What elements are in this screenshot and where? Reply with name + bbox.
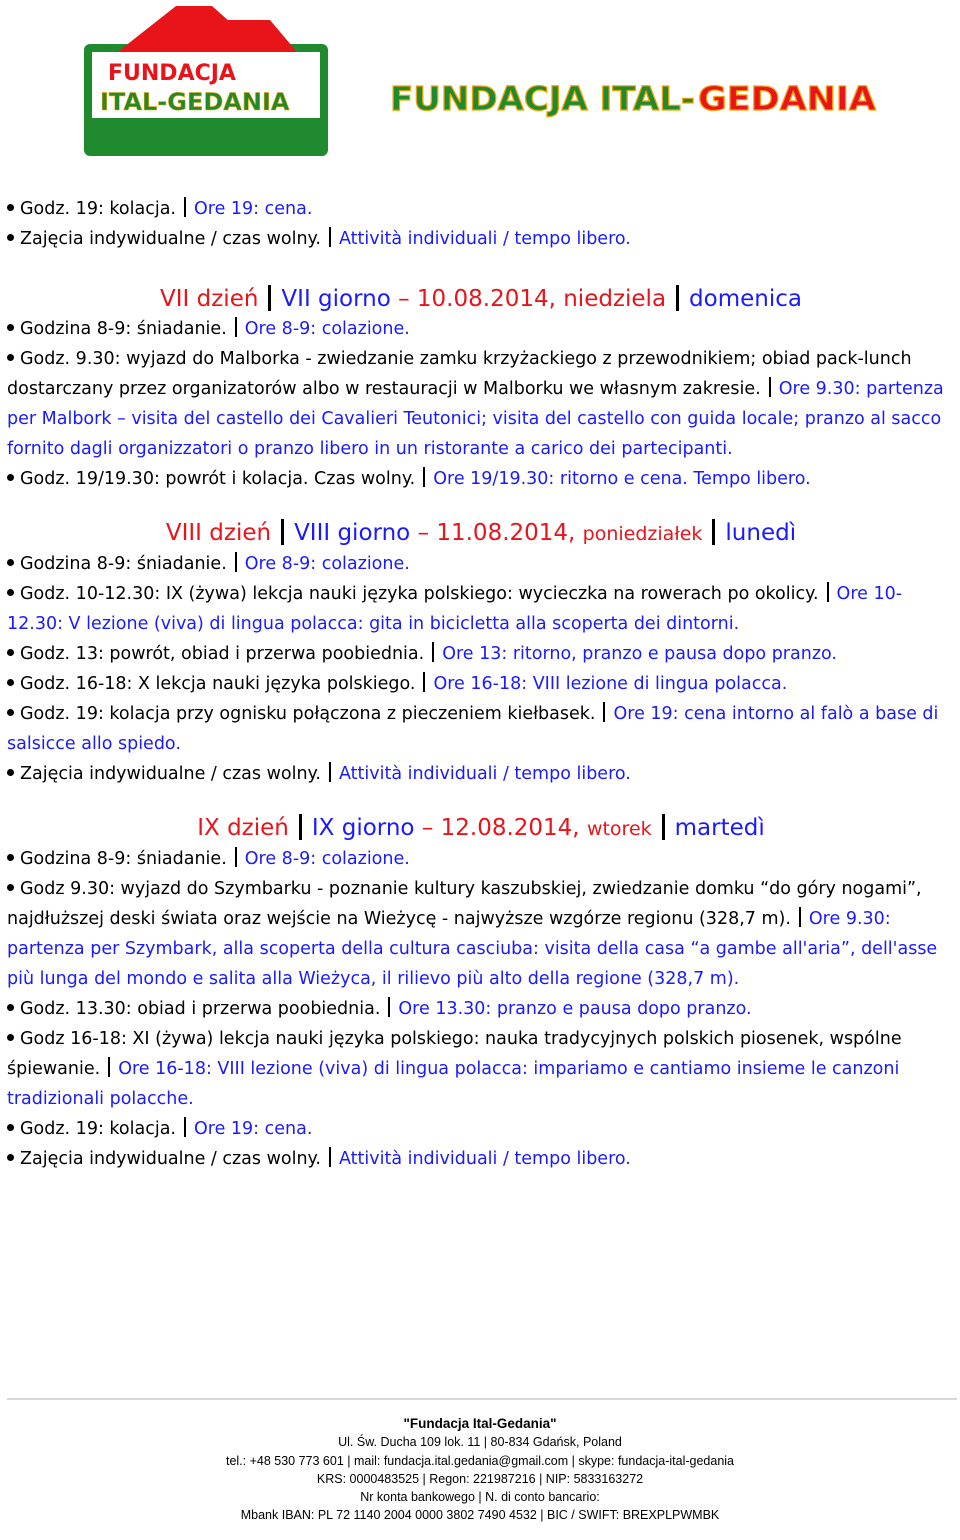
bullet-icon [7, 1154, 14, 1161]
day-heading-weekday-it: domenica [689, 286, 802, 312]
logo-emblem [80, 2, 332, 160]
separator [235, 847, 237, 867]
bullet-icon [7, 769, 14, 776]
item-text-pl: Zajęcia indywidualne / czas wolny. [20, 764, 321, 784]
logo-line2-text: ITAL-GEDANIA [100, 88, 290, 116]
wordmark-part1-text: FUNDACJA ITAL- [390, 79, 695, 118]
footer-registry: KRS: 0000483525 | Regon: 221987216 | NIP: 5833163272 [316, 1471, 644, 1486]
separator [423, 672, 425, 692]
bullet-icon [7, 709, 14, 716]
item-text-it: Ore 8-9: colazione. [244, 849, 410, 869]
item-text-pl: Zajęcia indywidualne / czas wolny. [20, 1149, 321, 1169]
day-heading-it: VII giorno [281, 286, 391, 312]
item-text-it: Ore 9.30: partenza per Szymbark, alla scoperta della cultura casciuba: visita della casa “a gambe all'aria”, dell'asse più lunga del mondo e salita alla Wieżyca, il rilievo più alto della regione (328,7 m). [7, 909, 938, 989]
logo-wordmark [388, 74, 880, 120]
item-text-pl: Godz. 19: kolacja. [20, 199, 176, 219]
separator [281, 519, 284, 545]
separator [329, 1147, 331, 1167]
wordmark-part2-text: GEDANIA [698, 79, 877, 118]
list-item [7, 1114, 955, 1144]
item-text-it: Attività individuali / tempo libero. [338, 1149, 631, 1169]
bullet-icon [7, 649, 14, 656]
day-heading-pl: VIII dzień [165, 520, 272, 546]
bullet-icon [7, 1004, 14, 1011]
separator [662, 814, 665, 840]
list-item [7, 994, 955, 1024]
footer-divider [7, 1398, 957, 1400]
separator [603, 702, 605, 722]
item-text-it: Ore 8-9: colazione. [244, 319, 410, 339]
item-text-pl: Godz. 10-12.30: IX (żywa) lekcja nauki języka polskiego: wycieczka na rowerach po okolicy. [20, 584, 819, 604]
bullet-icon [7, 559, 14, 566]
separator [299, 814, 302, 840]
item-text-it: Attività individuali / tempo libero. [338, 229, 631, 249]
item-text-pl: Godz. 19: kolacja przy ognisku połączona z pieczeniem kiełbasek. [20, 704, 596, 724]
bullet-icon [7, 679, 14, 686]
program-content [7, 194, 955, 1174]
bullet-icon [7, 854, 14, 861]
list-item [7, 639, 955, 669]
separator [432, 642, 434, 662]
list-item [7, 844, 955, 874]
bullet-icon [7, 1124, 14, 1131]
item-text-pl: Godzina 8-9: śniadanie. [20, 319, 227, 339]
item-text-pl: Godz 9.30: wyjazd do Szymbarku - poznanie kultury kaszubskiej, zwiedzanie domku “do góry nogami”, najdłuższej deski świata oraz wejście na Wieżycę - najwyższe wzgórze regionu (328,7 m). [7, 879, 922, 929]
item-text-it: Ore 8-9: colazione. [244, 554, 410, 574]
day-heading-it: VIII giorno [294, 520, 411, 546]
day-heading-weekday-it: lunedì [725, 520, 797, 546]
footer-contact: tel.: +48 530 773 601 | mail: fundacja.ital.gedania@gmail.com | skype: fundacja-ital-gedania [225, 1453, 735, 1468]
list-item [7, 579, 955, 639]
item-text-pl: Godz. 19: kolacja. [20, 1119, 176, 1139]
bullet-icon [7, 354, 14, 361]
separator [184, 197, 186, 217]
list-item [7, 1024, 955, 1114]
day-heading-7 [7, 284, 955, 314]
list-item [7, 549, 955, 579]
list-item [7, 314, 955, 344]
bullet-icon [7, 204, 14, 211]
list-item [7, 874, 955, 994]
day-heading-9 [7, 813, 955, 844]
item-text-it: Ore 19: cena. [194, 1119, 313, 1139]
day-heading-weekday-pl: poniedziałek [582, 523, 703, 545]
day-heading-date: – 10.08.2014, niedziela [398, 286, 667, 312]
separator [769, 377, 771, 397]
separator [799, 907, 801, 927]
bullet-icon [7, 589, 14, 596]
item-text-it: Ore 13.30: pranzo e pausa dopo pranzo. [398, 999, 752, 1019]
separator [712, 519, 715, 545]
item-text-pl: Godz. 16-18: X lekcja nauki języka polskiego. [20, 674, 416, 694]
day-heading-date: – 11.08.2014, [417, 520, 576, 546]
separator [235, 317, 237, 337]
footer-org-name: "Fundacja Ital-Gedania" [403, 1416, 557, 1431]
item-text-pl: Godz. 19/19.30: powrót i kolacja. Czas wolny. [20, 469, 416, 489]
footer-account-label: Nr konta bankowego | N. di conto bancario: [360, 1490, 600, 1505]
bullet-icon [7, 324, 14, 331]
bullet-icon [7, 474, 14, 481]
item-text-pl: Godz. 13.30: obiad i przerwa poobiednia. [20, 999, 381, 1019]
list-item [7, 1144, 955, 1174]
separator [676, 285, 679, 311]
bullet-icon [7, 234, 14, 241]
item-text-it: Ore 10-12.30: V lezione (viva) di lingua polacca: gita in bicicletta alla scoperta dei dintorni. [7, 584, 903, 634]
bullet-icon [7, 1034, 14, 1041]
separator [108, 1057, 110, 1077]
item-text-it: Ore 19/19.30: ritorno e cena. Tempo libero. [433, 469, 811, 489]
list-item [7, 759, 955, 789]
list-item [7, 344, 955, 464]
separator [268, 285, 271, 311]
day-heading-weekday-it: martedì [674, 815, 765, 841]
footer-address: Ul. Św. Ducha 109 lok. 11 | 80-834 Gdańsk, Poland [338, 1435, 622, 1450]
item-text-it: Ore 19: cena. [194, 199, 313, 219]
item-text-it: Ore 19: cena intorno al falò a base di salsicce allo spiedo. [7, 704, 939, 754]
footer-bank: Mbank IBAN: PL 72 1140 2004 0000 3802 7490 4532 | BIC / SWIFT: BREXPLPWMBK [240, 1508, 720, 1523]
item-text-pl: Zajęcia indywidualne / czas wolny. [20, 229, 321, 249]
item-text-it: Ore 16-18: VIII lezione (viva) di lingua polacca: impariamo e cantiamo insieme le canzoni tradizionali polacche. [7, 1059, 900, 1109]
day-heading-pl: IX dzień [197, 815, 289, 841]
separator [235, 552, 237, 572]
list-item [7, 669, 955, 699]
list-item [7, 464, 955, 494]
item-text-it: Attività individuali / tempo libero. [338, 764, 631, 784]
item-text-pl: Godz. 9.30: wyjazd do Malborka - zwiedzanie zamku krzyżackiego z przewodnikiem; obiad pack-lunch dostarczany przez organizatorów albo w restauracji w Malborku we własnym zakresie. [7, 349, 912, 399]
separator [388, 997, 390, 1017]
item-text-pl: Godzina 8-9: śniadanie. [20, 554, 227, 574]
separator [184, 1117, 186, 1137]
day-heading-pl: VII dzień [160, 286, 259, 312]
separator [827, 582, 829, 602]
list-item [7, 699, 955, 759]
day-heading-date: – 12.08.2014, [421, 815, 580, 841]
logo-line1-text: FUNDACJA [108, 61, 236, 86]
item-text-pl: Godz. 13: powrót, obiad i przerwa poobiednia. [20, 644, 425, 664]
separator [423, 467, 425, 487]
list-item [7, 224, 955, 254]
footer [0, 1415, 960, 1525]
item-text-it: Ore 9.30: partenza per Malbork – visita del castello dei Cavalieri Teutonici; visita del castello con guida locale; pranzo al sacco fornito dagli organizzatori o pranzo libero in un ristorante a carico dei partecipanti. [7, 379, 944, 459]
day-heading-it: IX giorno [311, 815, 415, 841]
item-text-it: Ore 16-18: VIII lezione di lingua polacca. [433, 674, 788, 694]
separator [329, 227, 331, 247]
separator [329, 762, 331, 782]
bullet-icon [7, 884, 14, 891]
item-text-pl: Godz 16-18: XI (żywa) lekcja nauki języka polskiego: nauka tradycyjnych polskich piosenek, wspólne śpiewanie. [7, 1029, 902, 1079]
list-item [7, 194, 955, 224]
item-text-pl: Godzina 8-9: śniadanie. [20, 849, 227, 869]
day-heading-weekday-pl: wtorek [586, 818, 652, 840]
day-heading-8 [7, 518, 955, 549]
item-text-it: Ore 13: ritorno, pranzo e pausa dopo pranzo. [442, 644, 837, 664]
